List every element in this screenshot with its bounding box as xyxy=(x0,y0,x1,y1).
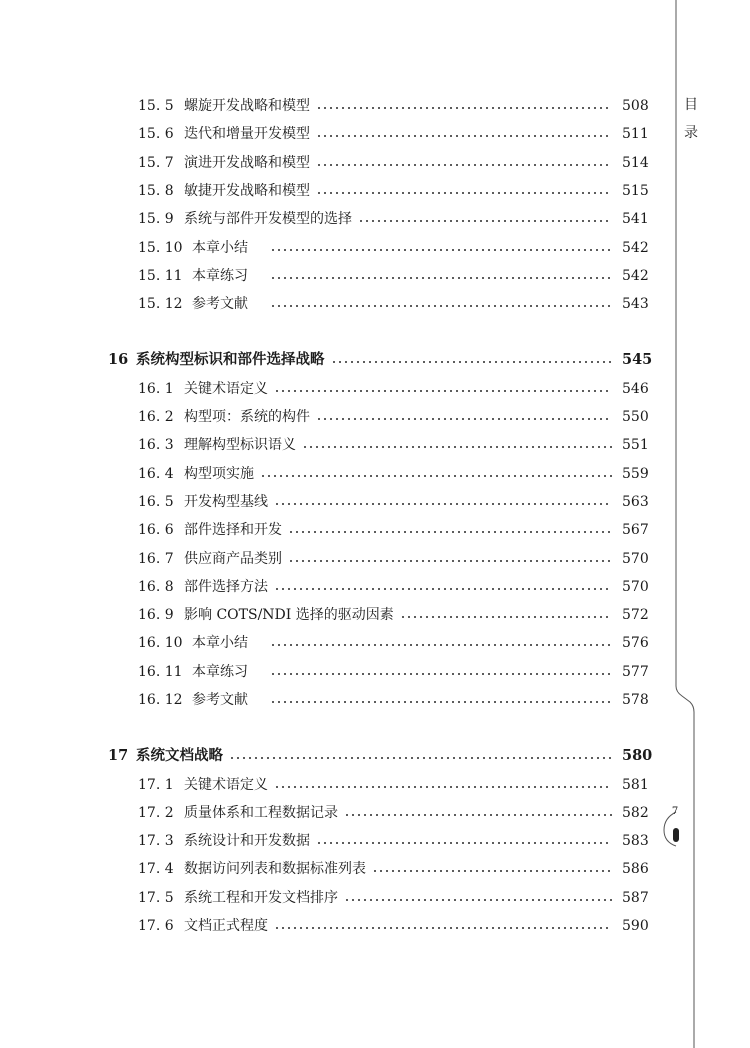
dot-leader xyxy=(302,446,612,448)
toc-entry-page: 576 xyxy=(622,635,649,651)
dot-leader xyxy=(344,899,612,901)
dot-leader xyxy=(331,361,613,363)
toc-entry-number: 15. 6 xyxy=(138,126,174,142)
toc-entry-number: 15. 5 xyxy=(138,98,174,114)
toc-entry-title: 部件选择方法 xyxy=(184,575,270,599)
toc-entry-number: 15. 8 xyxy=(138,183,174,199)
toc-section-entry[interactable] xyxy=(0,575,750,599)
toc-section-entry[interactable] xyxy=(0,829,750,853)
toc-entry-page: 515 xyxy=(622,183,649,199)
toc-entry-title: 关键术语定义 xyxy=(184,377,270,401)
toc-section-entry[interactable] xyxy=(0,151,750,175)
toc-entry-title: 系统工程和开发文档排序 xyxy=(184,886,340,910)
toc-entry-number: 17. 3 xyxy=(138,833,174,849)
toc-entry-title: 本章小结 xyxy=(192,631,250,655)
sidebar-label-mu: 目 xyxy=(684,97,698,113)
toc-entry-title: 螺旋开发战略和模型 xyxy=(184,94,312,118)
toc-entry-number: 17. 2 xyxy=(138,805,174,821)
toc-section-entry[interactable] xyxy=(0,518,750,542)
dot-leader xyxy=(270,701,612,703)
toc-entry-title: 构型项实施 xyxy=(184,462,256,486)
toc-section-entry[interactable] xyxy=(0,857,750,881)
toc-entry-title: 迭代和增量开发模型 xyxy=(184,122,312,146)
toc-entry-number: 16 xyxy=(108,351,129,368)
toc-section-entry[interactable] xyxy=(0,462,750,486)
dot-leader xyxy=(316,164,612,166)
toc-entry-page: 563 xyxy=(622,494,649,510)
dot-leader xyxy=(274,588,612,590)
toc-section-entry[interactable] xyxy=(0,547,750,571)
sidebar-label-lu: 录 xyxy=(684,125,698,141)
dot-leader xyxy=(270,277,612,279)
toc-entry-number: 15. 9 xyxy=(138,211,174,227)
toc-entry-page: 559 xyxy=(622,466,649,482)
toc-entry-page: 550 xyxy=(622,409,649,425)
toc-entry-title: 供应商产品类别 xyxy=(184,547,284,571)
toc-entry-page: 570 xyxy=(622,579,649,595)
toc-entry-title: 参考文献 xyxy=(192,688,250,712)
toc-section-entry[interactable] xyxy=(0,490,750,514)
toc-entry-number: 16. 2 xyxy=(138,409,174,425)
dot-leader xyxy=(400,616,612,618)
dot-leader xyxy=(358,220,612,222)
page-number: 7 xyxy=(671,806,679,817)
toc-entry-number: 17. 6 xyxy=(138,918,174,934)
toc-entry-title: 系统文档战略 xyxy=(136,744,225,768)
toc-section-entry[interactable] xyxy=(0,236,750,260)
toc-section-entry[interactable] xyxy=(0,377,750,401)
toc-entry-number: 17. 1 xyxy=(138,777,174,793)
toc-entry-number: 16. 7 xyxy=(138,551,174,567)
dot-leader xyxy=(316,135,612,137)
toc-entry-title: 本章练习 xyxy=(192,660,250,684)
toc-entry-page: 577 xyxy=(622,664,649,680)
toc-section-entry[interactable] xyxy=(0,688,750,712)
toc-section-entry[interactable] xyxy=(0,292,750,316)
toc-section-entry[interactable] xyxy=(0,660,750,684)
dot-leader xyxy=(316,842,612,844)
toc-entry-number: 17 xyxy=(108,747,129,764)
toc-section-entry[interactable] xyxy=(0,207,750,231)
toc-entry-title: 参考文献 xyxy=(192,292,250,316)
toc-entry-title: 文档正式程度 xyxy=(184,914,270,938)
toc-entry-title: 敏捷开发战略和模型 xyxy=(184,179,312,203)
toc-entry-number: 15. 11 xyxy=(138,268,183,284)
dot-leader xyxy=(274,390,612,392)
toc-entry-number: 16. 11 xyxy=(138,664,183,680)
toc-entry-page: 567 xyxy=(622,522,649,538)
toc-section-entry[interactable] xyxy=(0,631,750,655)
dot-leader xyxy=(372,870,612,872)
toc-entry-page: 572 xyxy=(622,607,649,623)
toc-entry-page: 542 xyxy=(622,240,649,256)
toc-section-entry[interactable] xyxy=(0,801,750,825)
toc-entry-title: 构型项：系统的构件 xyxy=(184,405,312,429)
toc-entry-title: 数据访问列表和数据标准列表 xyxy=(184,857,368,881)
toc-entry-page: 583 xyxy=(622,833,649,849)
toc-entry-number: 15. 7 xyxy=(138,155,174,171)
toc-section-entry[interactable] xyxy=(0,914,750,938)
toc-entry-page: 511 xyxy=(622,126,649,142)
dot-leader xyxy=(260,475,612,477)
toc-entry-title: 系统与部件开发模型的选择 xyxy=(184,207,354,231)
toc-entry-page: 578 xyxy=(622,692,649,708)
toc-entry-page: 581 xyxy=(622,777,649,793)
dot-leader xyxy=(316,192,612,194)
toc-entry-page: 551 xyxy=(622,437,649,453)
toc-entry-page: 580 xyxy=(622,747,653,764)
toc-entry-page: 514 xyxy=(622,155,649,171)
dot-leader xyxy=(344,814,612,816)
dot-leader xyxy=(316,418,612,420)
toc-entry-title: 部件选择和开发 xyxy=(184,518,284,542)
toc-entry-number: 15. 12 xyxy=(138,296,183,312)
toc-section-entry[interactable] xyxy=(0,433,750,457)
toc-section-entry[interactable] xyxy=(0,773,750,797)
dot-leader xyxy=(316,107,612,109)
toc-section-entry[interactable] xyxy=(0,94,750,118)
toc-entry-number: 16. 9 xyxy=(138,607,174,623)
toc-entry-number: 16. 12 xyxy=(138,692,183,708)
dot-leader xyxy=(270,644,612,646)
toc-entry-title: 开发构型基线 xyxy=(184,490,270,514)
dot-leader xyxy=(229,757,612,759)
dot-leader xyxy=(270,249,612,251)
toc-entry-number: 16. 5 xyxy=(138,494,174,510)
toc-entry-title: 理解构型标识语义 xyxy=(184,433,298,457)
toc-entry-title: 关键术语定义 xyxy=(184,773,270,797)
toc-entry-page: 541 xyxy=(622,211,649,227)
toc-entry-title: 本章小结 xyxy=(192,236,250,260)
toc-entry-page: 582 xyxy=(622,805,649,821)
toc-entry-page: 543 xyxy=(622,296,649,312)
toc-chapter-entry[interactable] xyxy=(0,348,750,372)
toc-entry-title: 演进开发战略和模型 xyxy=(184,151,312,175)
toc-entry-title: 质量体系和工程数据记录 xyxy=(184,801,340,825)
dot-leader xyxy=(270,305,612,307)
toc-entry-number: 16. 1 xyxy=(138,381,174,397)
toc-section-entry[interactable] xyxy=(0,603,750,627)
toc-entry-page: 542 xyxy=(622,268,649,284)
toc-section-entry[interactable] xyxy=(0,179,750,203)
dot-leader xyxy=(274,786,612,788)
dot-leader xyxy=(270,673,612,675)
toc-entry-page: 508 xyxy=(622,98,649,114)
toc-entry-number: 16. 3 xyxy=(138,437,174,453)
dot-leader xyxy=(274,503,612,505)
toc-entry-number: 15. 10 xyxy=(138,240,183,256)
toc-entry-page: 545 xyxy=(622,351,653,368)
toc-section-entry[interactable] xyxy=(0,886,750,910)
toc-entry-title: 影响 COTS/NDI 选择的驱动因素 xyxy=(184,603,396,627)
dot-leader xyxy=(288,560,612,562)
dot-leader xyxy=(288,531,612,533)
toc-entry-number: 16. 10 xyxy=(138,635,183,651)
toc-entry-title: 本章练习 xyxy=(192,264,250,288)
toc-entry-page: 570 xyxy=(622,551,649,567)
toc-entry-number: 16. 6 xyxy=(138,522,174,538)
dot-leader xyxy=(274,927,612,929)
toc-entry-page: 590 xyxy=(622,918,649,934)
toc-section-entry[interactable] xyxy=(0,405,750,429)
toc-entry-title: 系统设计和开发数据 xyxy=(184,829,312,853)
toc-entry-number: 16. 4 xyxy=(138,466,174,482)
toc-section-entry[interactable] xyxy=(0,264,750,288)
toc-entry-page: 546 xyxy=(622,381,649,397)
toc-entry-number: 17. 4 xyxy=(138,861,174,877)
toc-entry-title: 系统构型标识和部件选择战略 xyxy=(136,348,327,372)
toc-entry-number: 16. 8 xyxy=(138,579,174,595)
toc-entry-page: 586 xyxy=(622,861,649,877)
toc-chapter-entry[interactable] xyxy=(0,744,750,768)
toc-section-entry[interactable] xyxy=(0,122,750,146)
toc-entry-page: 587 xyxy=(622,890,649,906)
toc-entry-number: 17. 5 xyxy=(138,890,174,906)
